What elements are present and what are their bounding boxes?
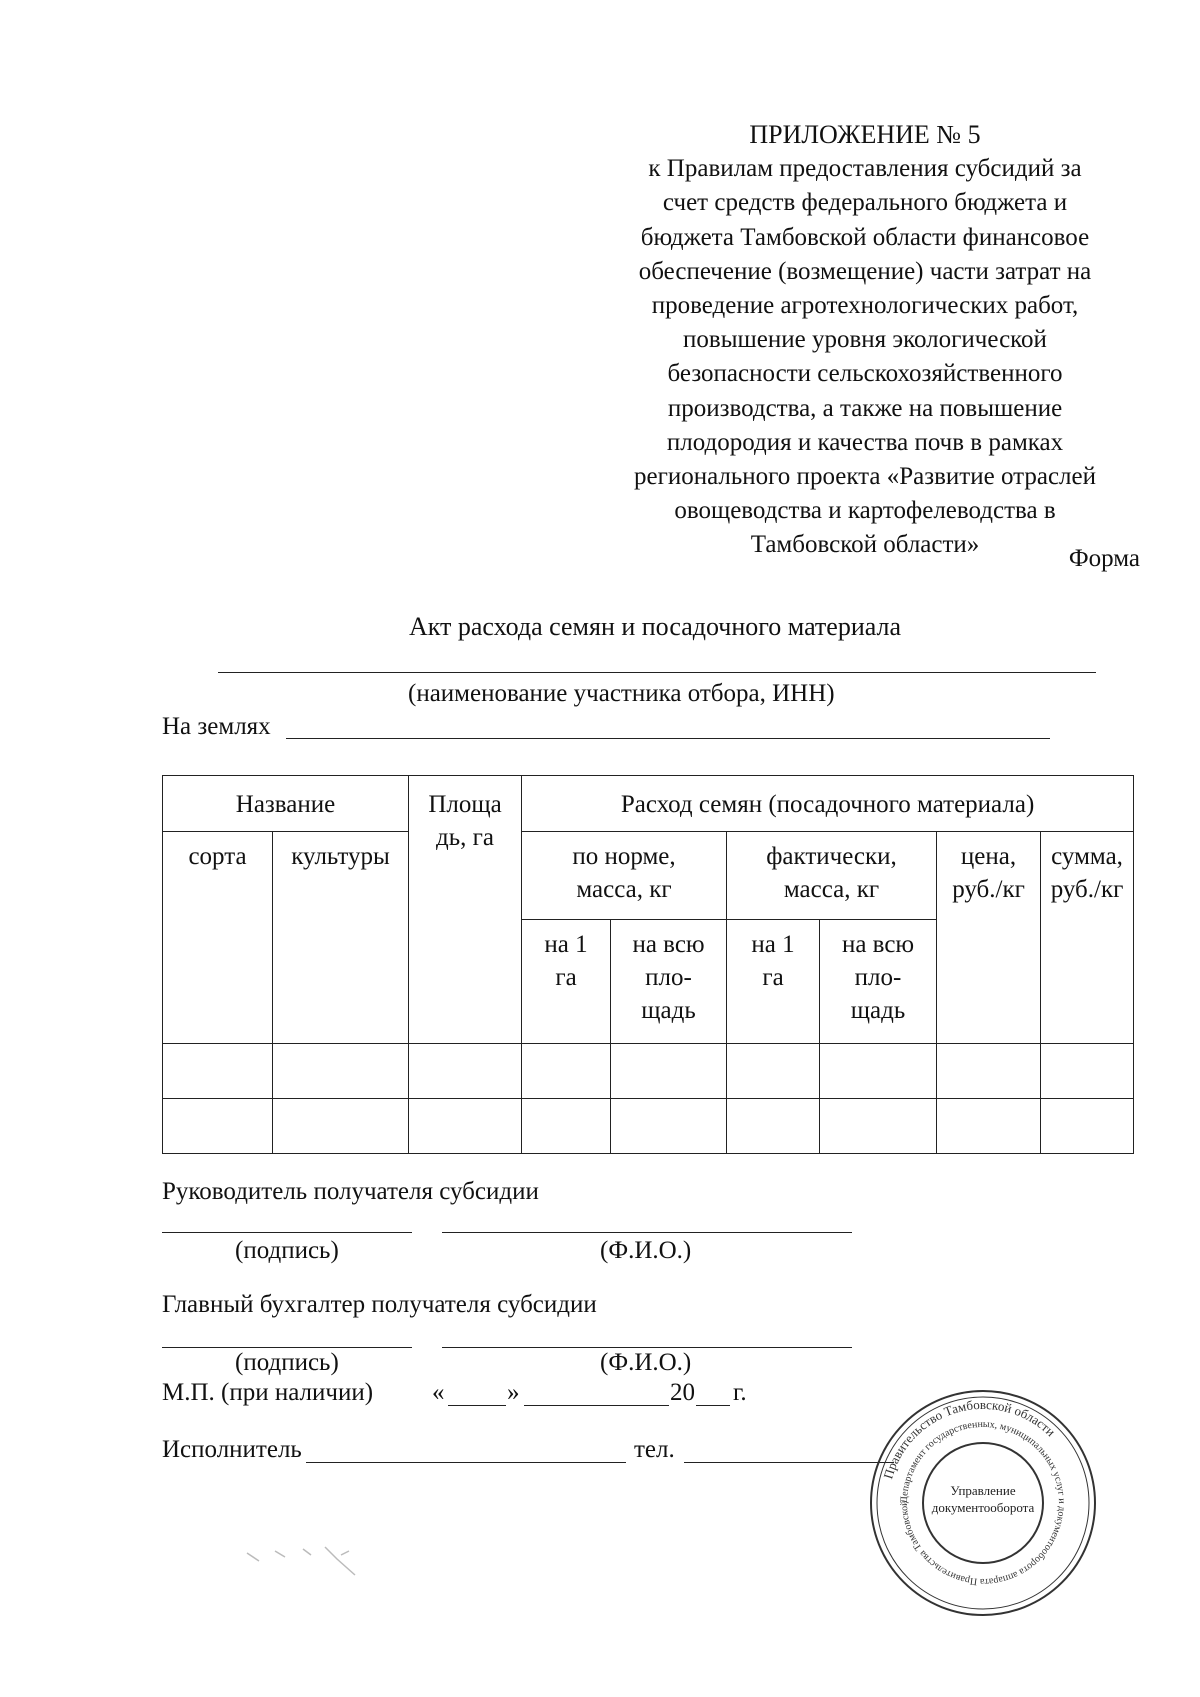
actual-header-line: фактически, — [766, 843, 897, 870]
stamp-center-text — [924, 1482, 1042, 1516]
date-year-line — [696, 1405, 730, 1406]
table-cell[interactable] — [273, 1044, 409, 1099]
per-ha-line: на 1 — [751, 931, 795, 958]
appendix-line: к Правилам предоставления субсидий за — [648, 155, 1082, 183]
phone-line — [684, 1462, 894, 1463]
form-label: Форма — [1068, 545, 1140, 572]
stamp-center-line: Управление — [950, 1483, 1016, 1498]
actual-per-ha-header — [727, 920, 820, 1044]
appendix-block — [590, 118, 1140, 563]
table-row — [163, 1044, 1134, 1099]
stamp-center-line: документооборота — [931, 1500, 1035, 1515]
seal-label: М.П. (при наличии) — [162, 1379, 374, 1406]
appendix-line: безопасности сельскохозяйственного — [667, 360, 1063, 388]
table-cell[interactable] — [163, 1044, 273, 1099]
accountant-fio-line — [442, 1347, 852, 1348]
table-cell[interactable] — [937, 1044, 1041, 1099]
sum-header-line: сумма, — [1051, 843, 1123, 870]
lands-label: На землях — [162, 713, 271, 740]
stamp-middle-text: Департамент государственных, муниципальных услуг и документооборота аппарата Правительства Тамбовской — [898, 1418, 1068, 1588]
whole-area-line: пло- — [645, 964, 692, 991]
table-cell[interactable] — [522, 1044, 611, 1099]
table-cell[interactable] — [409, 1099, 522, 1154]
table-cell[interactable] — [273, 1099, 409, 1154]
date-day-line — [448, 1405, 506, 1406]
date-year-prefix: 20 — [670, 1379, 695, 1406]
whole-area-line: на всю — [841, 931, 915, 958]
seed-consumption-table — [162, 775, 1134, 1154]
consumption-header: Расход семян (посадочного материала) — [522, 776, 1134, 832]
accountant-fio-hint: (Ф.И.О.) — [600, 1349, 692, 1376]
head-fio-hint: (Ф.И.О.) — [600, 1237, 692, 1264]
table-cell[interactable] — [522, 1099, 611, 1154]
stamp-outer-text: Правительство Тамбовской области — [880, 1396, 1059, 1481]
table-cell[interactable] — [1041, 1099, 1134, 1154]
head-signature-line — [162, 1232, 412, 1233]
table-cell[interactable] — [409, 1044, 522, 1099]
table-cell[interactable] — [727, 1099, 820, 1154]
table-row — [163, 1099, 1134, 1154]
norm-whole-area-header — [611, 920, 727, 1044]
table-cell[interactable] — [727, 1044, 820, 1099]
whole-area-line: пло- — [854, 964, 902, 991]
table-cell[interactable] — [820, 1099, 937, 1154]
whole-area-line: на всю — [632, 931, 705, 958]
appendix-line: счет средств федерального бюджета и — [662, 189, 1068, 217]
accountant-signature-line — [162, 1347, 412, 1348]
table-cell[interactable] — [1041, 1044, 1134, 1099]
sum-header-line: руб./кг — [1050, 876, 1124, 903]
sum-header — [1041, 832, 1134, 1044]
norm-header-line: по норме, — [572, 843, 676, 870]
actual-header — [727, 832, 937, 920]
appendix-line: производства, а также на повышение — [667, 394, 1063, 422]
actual-header-line: масса, кг — [783, 876, 880, 903]
appendix-line: обеспечение (возмещение) части затрат на — [638, 257, 1092, 285]
area-header-line: Площа — [428, 791, 502, 818]
lands-line — [286, 738, 1050, 739]
date-month-line — [524, 1405, 669, 1406]
norm-header — [522, 832, 727, 920]
appendix-title: ПРИЛОЖЕНИЕ № 5 — [749, 120, 981, 149]
per-ha-line: на 1 — [544, 931, 588, 958]
official-stamp — [868, 1388, 1098, 1618]
appendix-line: повышение уровня экологической — [683, 326, 1047, 354]
executor-line — [306, 1462, 626, 1463]
date-close-quote: » — [507, 1379, 520, 1406]
name-header: Название — [163, 776, 409, 832]
head-label: Руководитель получателя субсидии — [162, 1178, 539, 1205]
appendix-line: овощеводства и картофелеводства в — [674, 497, 1056, 525]
accountant-signature-hint: (подпись) — [235, 1349, 339, 1376]
table-cell[interactable] — [937, 1099, 1041, 1154]
executor-label: Исполнитель — [162, 1436, 302, 1463]
phone-label: тел. — [634, 1436, 675, 1463]
crop-header: культуры — [273, 832, 409, 1044]
head-fio-line — [442, 1232, 852, 1233]
area-header-line: дь, га — [436, 824, 494, 851]
appendix-line: бюджета Тамбовской области финансовое — [640, 223, 1090, 251]
appendix-line: Тамбовской области» — [750, 531, 980, 559]
per-ha-line: га — [555, 964, 577, 991]
table-cell[interactable] — [820, 1044, 937, 1099]
table-cell[interactable] — [163, 1099, 273, 1154]
participant-hint: (наименование участника отбора, ИНН) — [408, 680, 835, 707]
actual-whole-area-header — [820, 920, 937, 1044]
participant-line — [218, 672, 1096, 673]
date-open-quote: « — [432, 1379, 445, 1406]
price-header-line: руб./кг — [952, 876, 1025, 903]
whole-area-line: щадь — [641, 997, 696, 1024]
appendix-line: проведение агротехнологических работ, — [651, 292, 1079, 320]
head-signature-hint: (подпись) — [235, 1237, 339, 1264]
price-header — [937, 832, 1041, 1044]
per-ha-line: га — [762, 964, 784, 991]
accountant-label: Главный бухгалтер получателя субсидии — [162, 1291, 597, 1318]
area-header — [409, 776, 522, 1044]
act-title: Акт расхода семян и посадочного материала — [408, 612, 902, 641]
whole-area-line: щадь — [850, 997, 906, 1024]
appendix-line: плодородия и качества почв в рамках — [666, 428, 1064, 456]
norm-per-ha-header — [522, 920, 611, 1044]
variety-header: сорта — [163, 832, 273, 1044]
table-cell[interactable] — [611, 1044, 727, 1099]
price-header-line: цена, — [960, 843, 1017, 870]
appendix-line: регионального проекта «Развитие отраслей — [634, 463, 1096, 491]
signature-scribble — [245, 1545, 425, 1615]
date-year-suffix: г. — [733, 1379, 747, 1406]
table-cell[interactable] — [611, 1099, 727, 1154]
norm-header-line: масса, кг — [576, 876, 672, 903]
